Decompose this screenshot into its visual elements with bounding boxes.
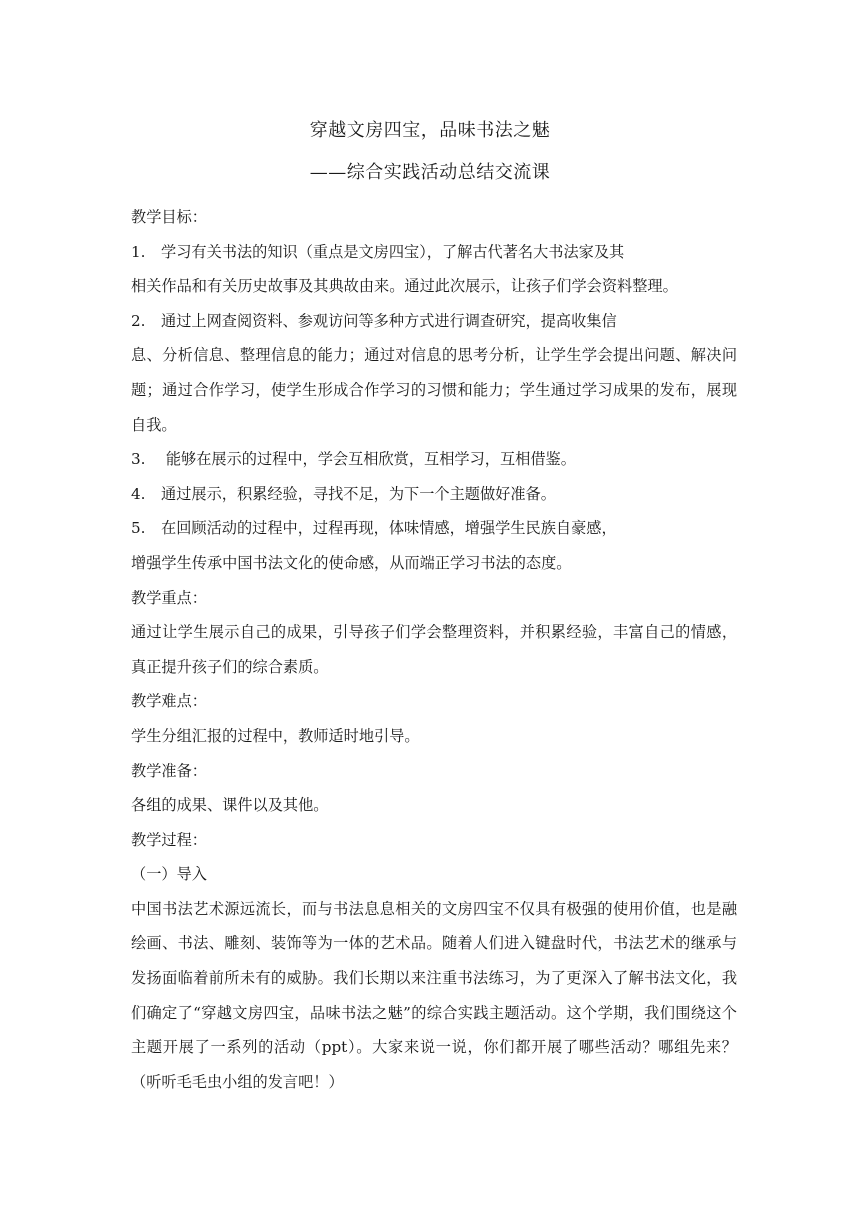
objective-item-1-rest: 相关作品和有关历史故事及其典故由来。通过此次展示，让孩子们学会资料整理。 bbox=[131, 277, 678, 296]
preparation-text: 各组的成果、课件以及其他。 bbox=[131, 796, 329, 815]
difficulties-heading: 教学难点： bbox=[131, 692, 207, 711]
objective-item-3-text: 能够在展示的过程中，学会互相欣赏，互相学习，互相借鉴。 bbox=[161, 450, 576, 469]
key-points-text: 通过让学生展示自己的成果，引导孩子们学会整理资料，并积累经验，丰富自己的情感，真正提升孩子们的综合素质。 bbox=[131, 623, 737, 676]
objective-item-5-text: 在回顾活动的过程中，过程再现，体味情感，增强学生民族自豪感， bbox=[161, 519, 617, 538]
objective-item-2-rest: 息、分析信息、整理信息的能力；通过对信息的思考分析，让学生学会提出问题、解决问题；通过合作学习，使学生形成合作学习的习惯和能力；学生通过学习成果的发布，展现自我。 bbox=[131, 346, 737, 434]
objective-item-3 bbox=[131, 442, 737, 477]
process-section1-text: 中国书法艺术源远流长，而与书法息息相关的文房四宝不仅具有极强的使用价值，也是融绘画、书法、雕刻、装饰等为一体的艺术品。随着人们进入键盘时代，书法艺术的继承与发扬面临着前所未有的威胁。我们长期以来注重书法练习，为了更深入了解书法文化，我们确定了“穿越文房四宝，品味书法之魅”的综合实践主题活动。这个学期，我们围绕这个主题开展了一系列的活动（ppt）。大家来说一说，你们都开展了哪些活动？哪组先来？（听听毛毛虫小组的发言吧！） bbox=[131, 899, 737, 1091]
objectives-heading: 教学目标： bbox=[131, 208, 207, 226]
objective-item-1-text: 学习有关书法的知识（重点是文房四宝），了解古代著名大书法家及其 bbox=[161, 242, 625, 261]
process-heading: 教学过程： bbox=[131, 830, 207, 849]
objective-item-1-first bbox=[131, 235, 737, 270]
objective-item-2-first bbox=[131, 304, 737, 339]
objective-item-1-num: 1. bbox=[131, 242, 146, 261]
document-body bbox=[131, 200, 737, 1099]
objective-item-5-rest: 增强学生传承中国书法文化的使命感，从而端正学习书法的态度。 bbox=[131, 553, 572, 572]
key-points-heading: 教学重点： bbox=[131, 588, 207, 607]
objective-item-2-text: 通过上网查阅资料、参观访问等多种方式进行调查研究，提高收集信 bbox=[161, 311, 617, 330]
difficulties-text: 学生分组汇报的过程中，教师适时地引导。 bbox=[131, 726, 420, 745]
objective-item-5-num: 5. bbox=[131, 519, 146, 538]
process-section1-heading: （一）导入 bbox=[131, 865, 207, 884]
document-subtitle: ——综合实践活动总结交流课 bbox=[309, 162, 551, 183]
objective-item-5-first bbox=[131, 511, 737, 546]
objective-item-2-num: 2. bbox=[131, 311, 146, 330]
preparation-heading: 教学准备： bbox=[131, 761, 207, 780]
objective-item-3-num: 3. bbox=[131, 450, 146, 469]
document-title: 穿越文房四宝，品味书法之魅 bbox=[309, 120, 551, 141]
objective-item-4 bbox=[131, 477, 737, 512]
objective-item-4-num: 4. bbox=[131, 484, 146, 503]
objective-item-4-text: 通过展示，积累经验，寻找不足，为下一个主题做好准备。 bbox=[161, 484, 556, 503]
